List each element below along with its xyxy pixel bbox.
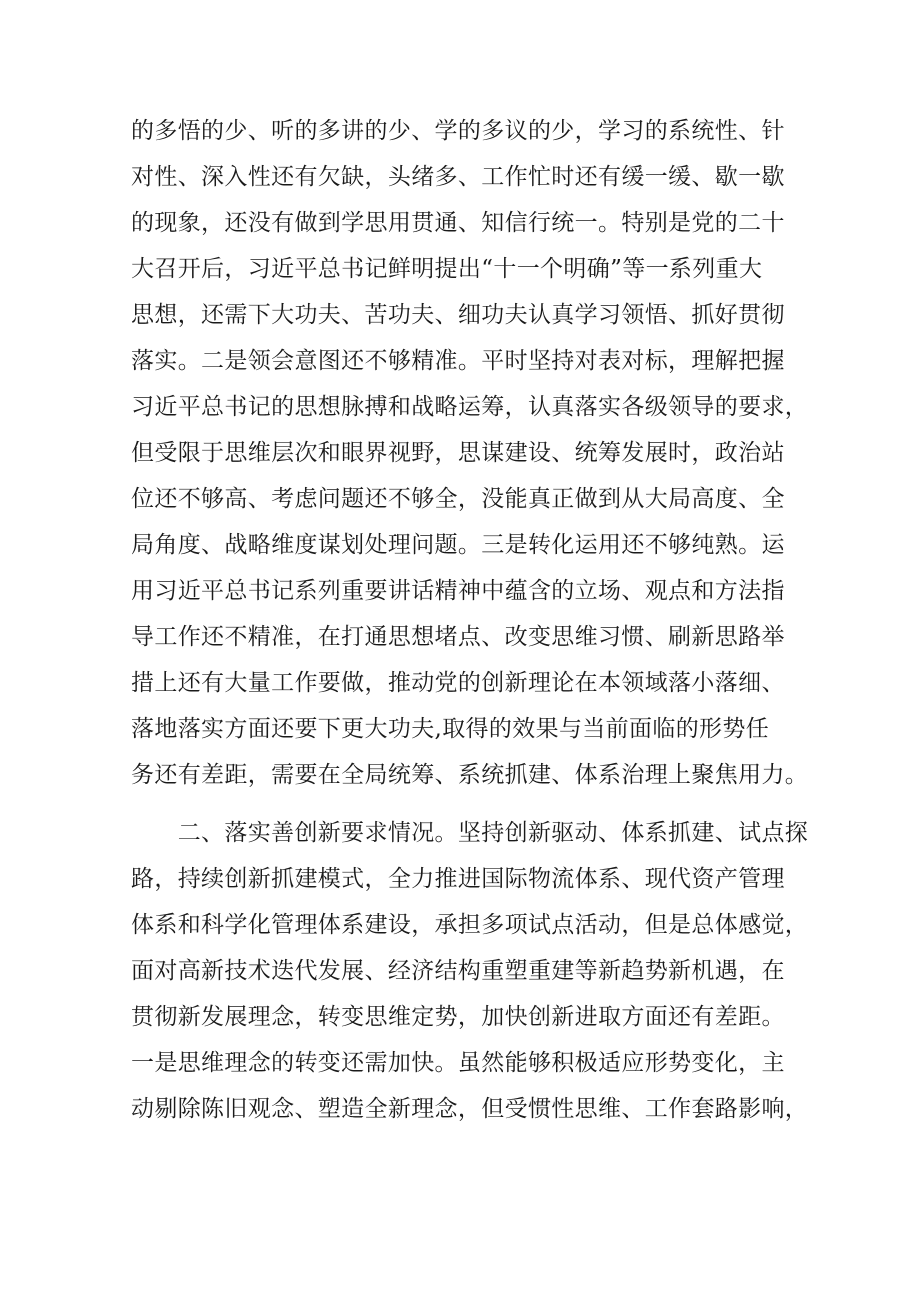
text-line: 贯彻新发展理念，转变思维定势，加快创新进取方面还有差距。 [131,1004,785,1030]
text-line: 务还有差距，需要在全局统筹、系统抓建、体系治理上聚焦用力。 [131,762,809,788]
text-line: 位还不够高、考虑问题还不够全，没能真正做到从大局高度、全 [131,486,785,512]
text-line: 习近平总书记的思想脉搏和战略运筹，认真落实各级领导的要求， [131,394,809,420]
text-line: 局角度、战略维度谋划处理问题。三是转化运用还不够纯熟。运 [131,532,785,558]
text-line: 落实。二是领会意图还不够精准。平时坚持对表对标，理解把握 [131,348,785,374]
text-line: 体系和科学化管理体系建设，承担多项试点活动，但是总体感觉， [131,912,809,938]
text-line: 对性、深入性还有欠缺，头绪多、工作忙时还有缓一缓、歇一歇 [131,164,785,190]
text-line: 面对高新技术迭代发展、经济结构重塑重建等新趋势新机遇，在 [131,958,785,984]
text-line: 但受限于思维层次和眼界视野，思谋建设、统筹发展时，政治站 [131,440,785,466]
text-line: 落地落实方面还要下更大功夫,取得的效果与当前面临的形势任 [131,716,770,742]
text-line: 的现象，还没有做到学思用贯通、知信行统一。特别是党的二十 [131,210,785,236]
text-line: 动剔除陈旧观念、塑造全新理念，但受惯性思维、工作套路影响， [131,1096,809,1122]
text-line: 大召开后，习近平总书记鲜明提出“十一个明确”等一系列重大 [131,256,763,282]
text-line: 的多悟的少、听的多讲的少、学的多议的少，学习的系统性、针 [131,118,785,144]
text-line: 二、落实善创新要求情况。坚持创新驱动、体系抓建、试点探 [131,820,809,846]
text-line: 思想，还需下大功夫、苦功夫、细功夫认真学习领悟、抓好贯彻 [131,302,785,328]
text-line: 路，持续创新抓建模式，全力推进国际物流体系、现代资产管理 [131,866,785,892]
paragraph-spacer [131,803,811,815]
paragraph-2 [131,815,811,1137]
text-line: 用习近平总书记系列重要讲话精神中蕴含的立场、观点和方法指 [131,578,785,604]
text-line: 导工作还不精准，在打通思想堵点、改变思维习惯、刷新思路举 [131,624,785,650]
text-line: 一是思维理念的转变还需加快。虽然能够积极适应形势变化，主 [131,1050,785,1076]
document-body [131,113,811,1137]
text-line: 措上还有大量工作要做，推动党的创新理论在本领域落小落细、 [131,670,785,696]
paragraph-1 [131,113,811,803]
